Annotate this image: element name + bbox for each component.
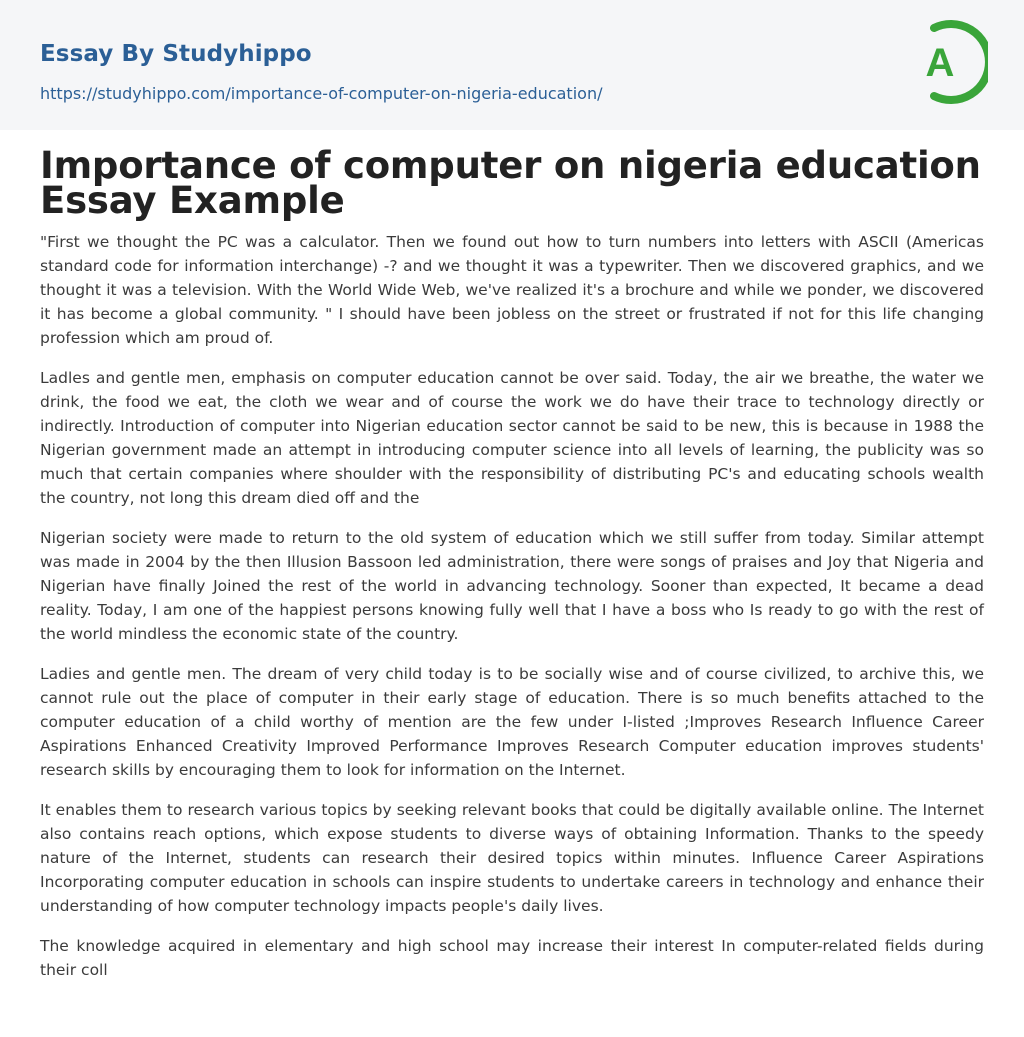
page-title: Importance of computer on nigeria education Essay Example xyxy=(40,144,981,222)
studyhippo-logo-icon[interactable] xyxy=(904,18,988,106)
paragraph: "First we thought the PC was a calculator. Then we found out how to turn numbers into letters with ASCII (Americas standard code for information interchange) -? and we thought it was a typewriter. Then we discovered graphics, and we thought it was a television. With the World Wide Web, we've realized it's a brochure and while we ponder, we discovered it has become a global community. " I should have been jobless on the street or frustrated if not for this life changing profession which am proud of. xyxy=(40,233,984,347)
paragraph: Nigerian society were made to return to the old system of education which we still suffer from today. Similar attempt was made in 2004 by the then Illusion Bassoon led administration, there were songs of praises and Joy that Nigeria and Nigerian have finally Joined the rest of the world in advancing technology. Sooner than expected, It became a dead reality. Today, I am one of the happiest persons knowing fully well that I have a boss who Is ready to go with the rest of the world mindless the economic state of the country. xyxy=(40,529,984,643)
paragraph: It enables them to research various topics by seeking relevant books that could be digitally available online. The Internet also contains reach options, which expose students to diverse ways of obtaining Information. Thanks to the speedy nature of the Internet, students can research their desired topics within minutes. Influence Career Aspirations Incorporating computer education in schools can inspire students to undertake careers in technology and enhance their understanding of how computer technology impacts people's daily lives. xyxy=(40,801,984,915)
site-header xyxy=(0,0,1024,130)
essay-body xyxy=(40,230,984,982)
paragraph: Ladies and gentle men. The dream of very child today is to be socially wise and of course civilized, to archive this, we cannot rule out the place of computer in their early stage of education. There is so much benefits attached to the computer education of a child worthy of mention are the few under I-listed ;Improves Research Influence Career Aspirations Enhanced Creativity Improved Performance Improves Research Computer education improves students' research skills by encouraging them to look for information on the Internet. xyxy=(40,665,984,779)
logo-letter: A xyxy=(925,41,955,85)
article xyxy=(0,144,1024,982)
paragraph: Ladles and gentle men, emphasis on computer education cannot be over said. Today, the air we breathe, the water we drink, the food we eat, the cloth we wear and of course the work we do have their trace to technology directly or indirectly. Introduction of computer into Nigerian education sector cannot be said to be new, this is because in 1988 the Nigerian government made an attempt in introducing computer science into all levels of learning, the publicity was so much that certain companies where shoulder with the responsibility of distributing PC's and educating schools wealth the country, not long this dream died off and the xyxy=(40,369,984,507)
page-url-link[interactable]: https://studyhippo.com/importance-of-computer-on-nigeria-education/ xyxy=(40,84,603,103)
paragraph: The knowledge acquired in elementary and high school may increase their interest In computer-related fields during their coll xyxy=(40,937,984,979)
brand-title[interactable]: Essay By Studyhippo xyxy=(40,41,312,67)
